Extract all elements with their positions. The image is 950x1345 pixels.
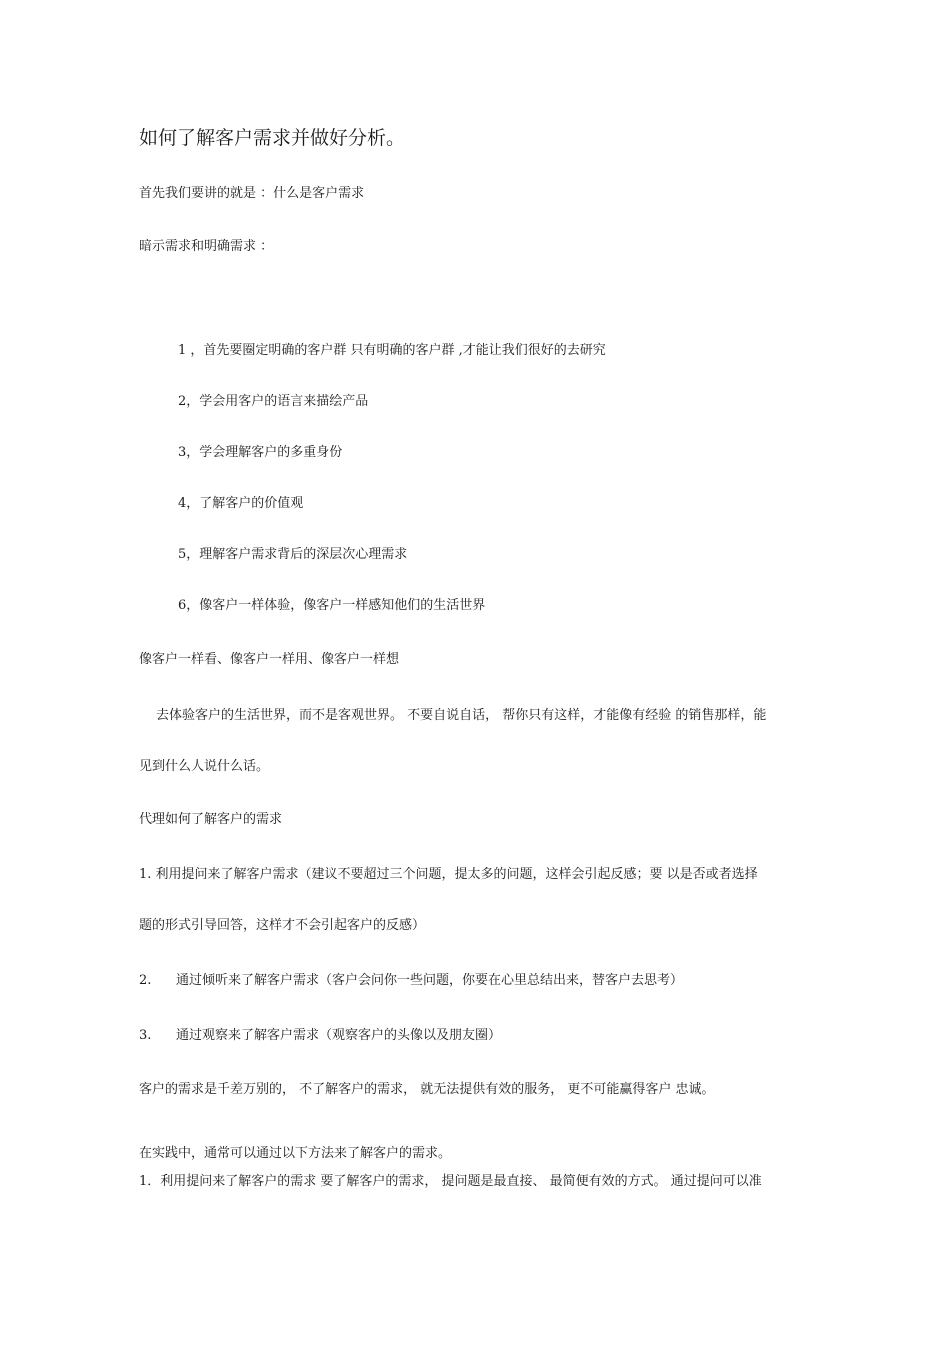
document-title: 如何了解客户需求并做好分析。 bbox=[139, 127, 406, 149]
like-customer-line: 像客户一样看、像客户一样用、像客户一样想 bbox=[139, 652, 400, 667]
list-item: 5，理解客户需求背后的深层次心理需求 bbox=[178, 547, 408, 562]
experience-paragraph-line: 去体验客户的生活世界，而不是客观世界。 不要自说自话， 帮你只有这样，才能像有经验 的销售那样，能 bbox=[156, 708, 767, 723]
list-item: 2，学会用客户的语言来描绘产品 bbox=[178, 394, 369, 409]
list-item: 6，像客户一样体验，像客户一样感知他们的生活世界 bbox=[178, 598, 486, 613]
method-3-text: 通过观察来了解客户需求（观察客户的头像以及朋友圈） bbox=[176, 1028, 502, 1043]
method-2-line bbox=[139, 972, 683, 990]
question-line: 1．利用提问来了解客户的需求 要了解客户的需求， 提问题是最直接、 最简便有效的方式。 通过提问可以准 bbox=[139, 1174, 762, 1189]
method-2-number: 2. bbox=[139, 973, 152, 988]
experience-paragraph-line: 见到什么人说什么话。 bbox=[139, 759, 270, 774]
practice-line: 在实践中，通常可以通过以下方法来了解客户的需求。 bbox=[139, 1146, 452, 1161]
hint-line: 暗示需求和明确需求 ： bbox=[139, 239, 274, 254]
method-3-number: 3. bbox=[139, 1028, 152, 1043]
list-item: 1 ，首先要圈定明确的客户群 只有明确的客户群 ,才能让我们很好的去研究 bbox=[178, 343, 606, 358]
list-item: 3，学会理解客户的多重身份 bbox=[178, 445, 343, 460]
list-item: 4，了解客户的价值观 bbox=[178, 496, 304, 511]
agent-heading: 代理如何了解客户的需求 bbox=[139, 812, 283, 827]
method-1-line: 题的形式引导回答，这样才不会引起客户的反感） bbox=[139, 918, 426, 933]
method-1-line: 1. 利用提问来了解客户需求（建议不要超过三个问题，提太多的问题，这样会引起反感；要 以是否或者选择 bbox=[139, 867, 758, 882]
intro-line: 首先我们要讲的就是 ：什么是客户需求 bbox=[139, 186, 365, 201]
summary-line: 客户的需求是千差万别的， 不了解客户的需求， 就无法提供有效的服务， 更不可能赢得客户 忠诚。 bbox=[139, 1082, 715, 1097]
method-3-line bbox=[139, 1027, 501, 1045]
method-2-text: 通过倾听来了解客户需求（客户会问你一些问题，你要在心里总结出来，替客户去思考） bbox=[176, 973, 684, 988]
